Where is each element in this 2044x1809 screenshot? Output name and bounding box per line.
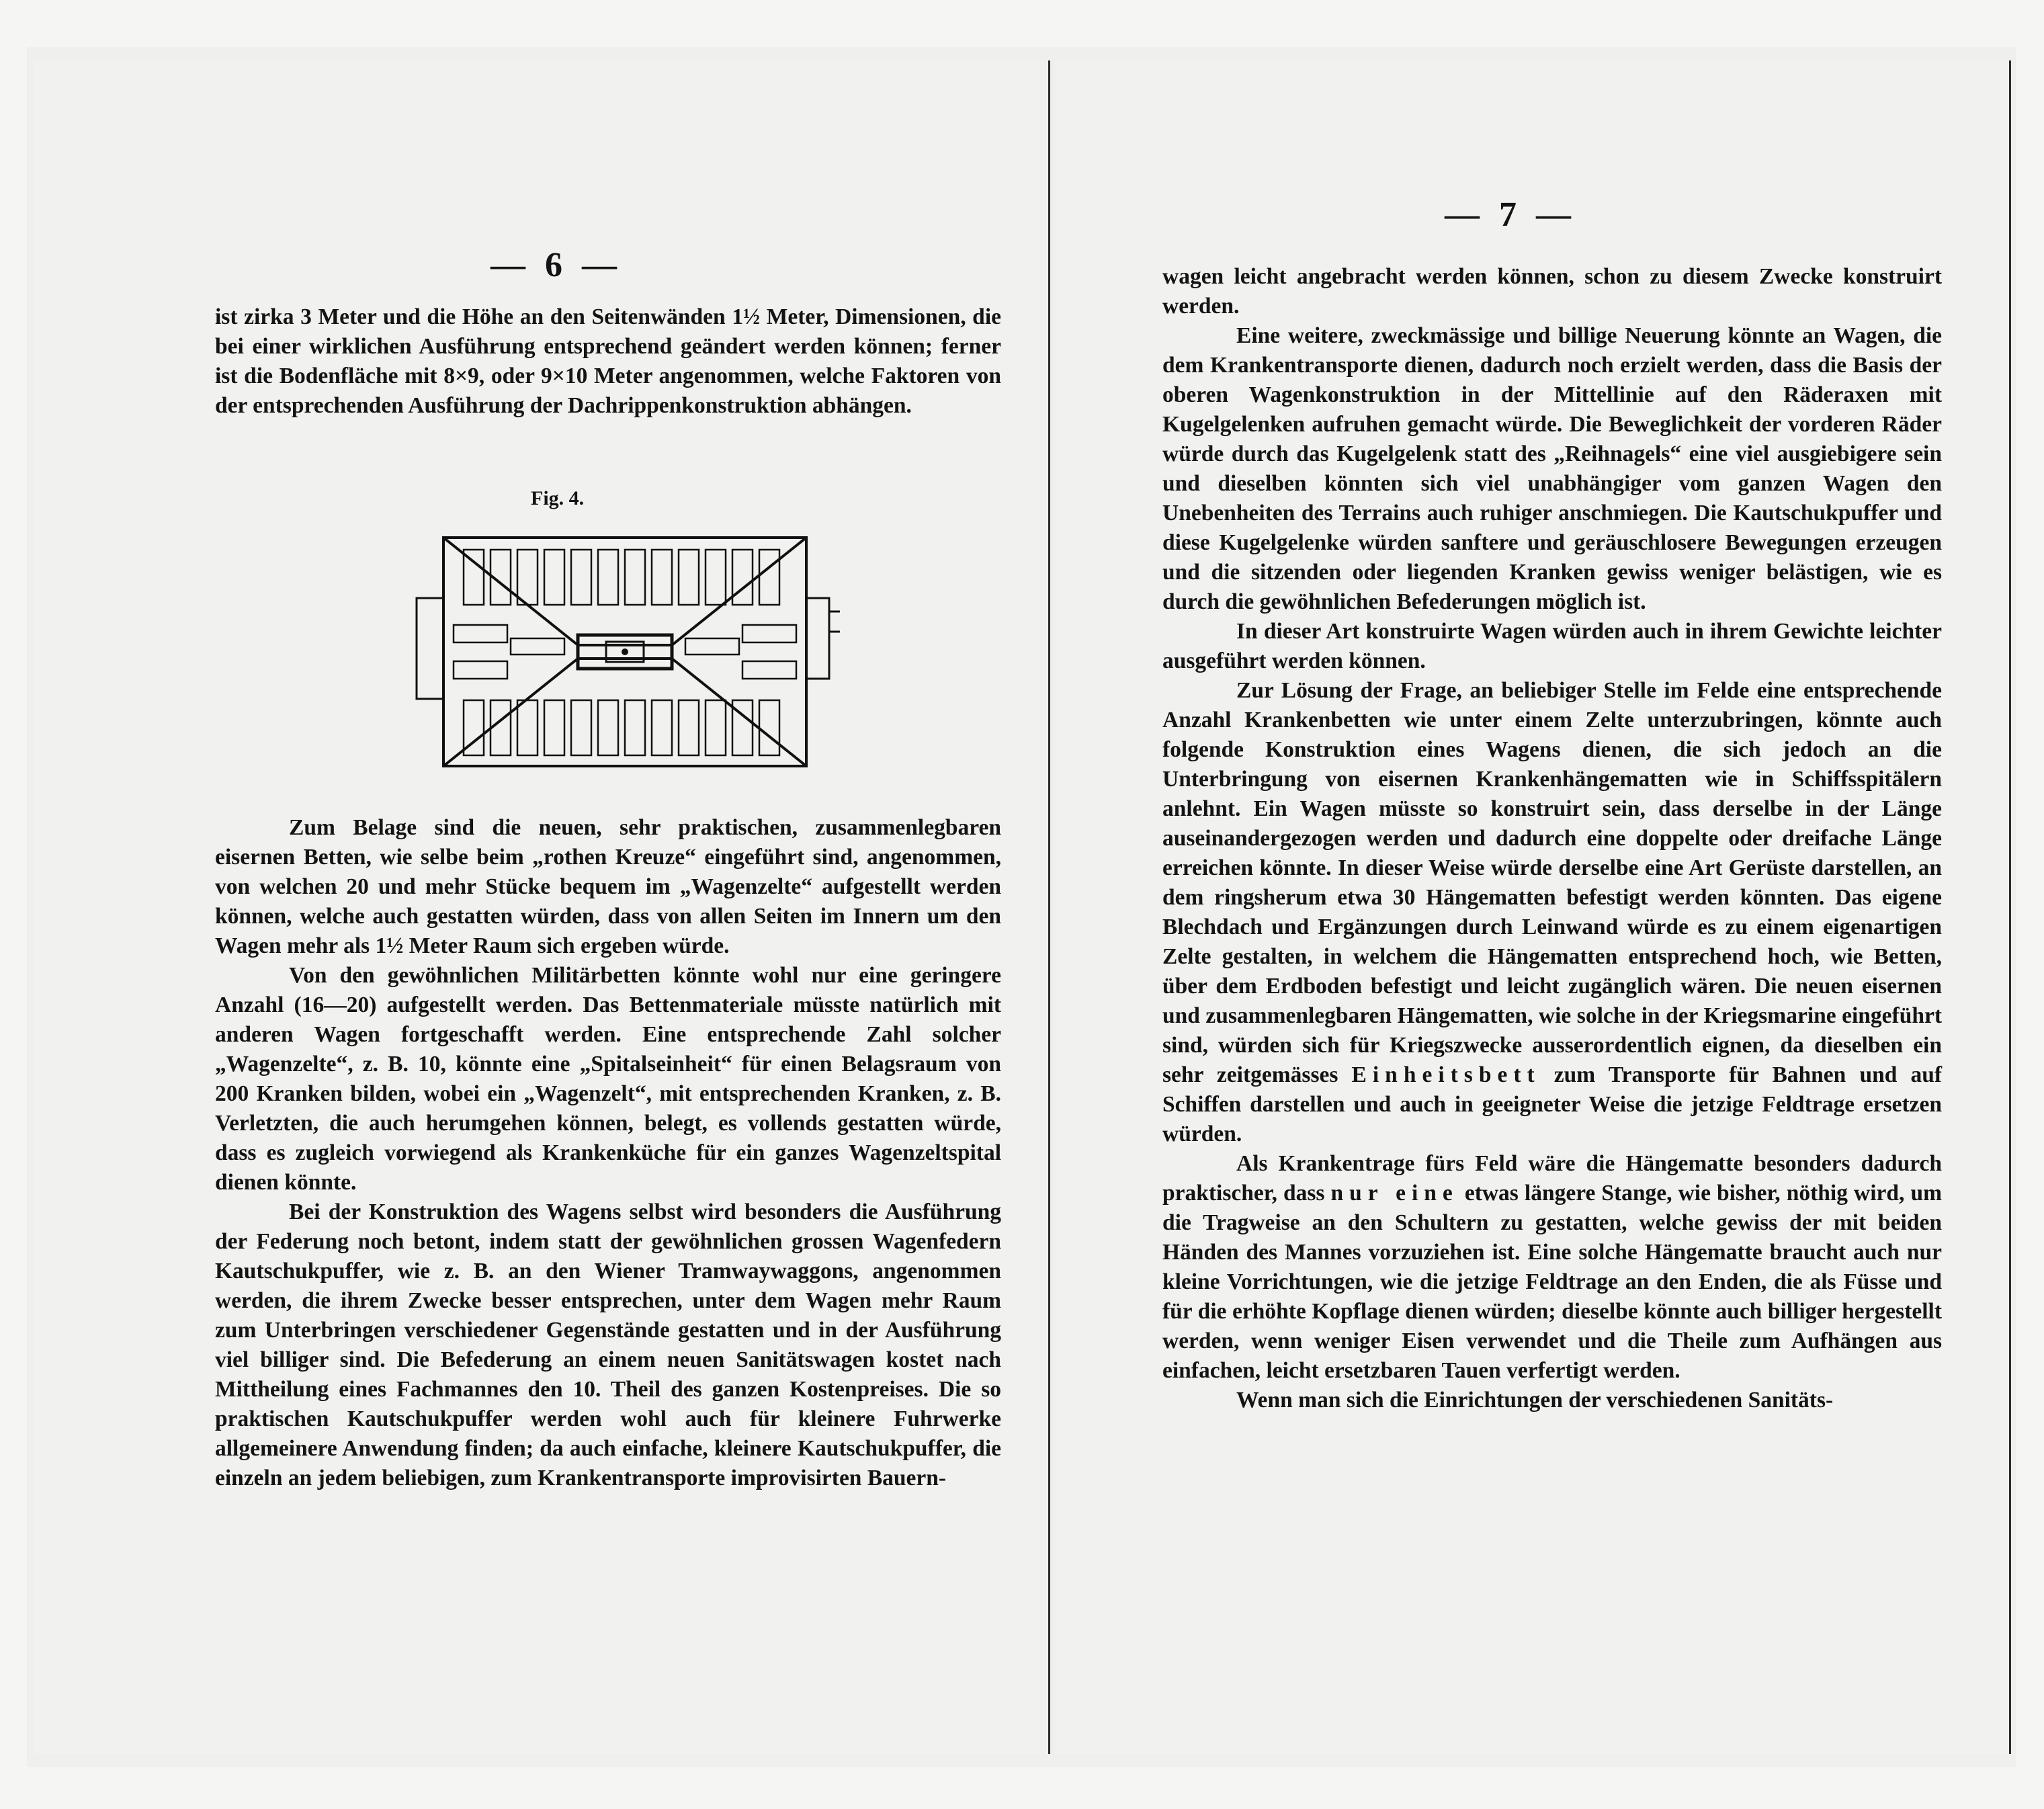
paragraph: In dieser Art konstruirte Wagen würden auch in ihrem Gewichte leichter ausgeführt werden können. (1162, 619, 1942, 673)
paragraph: Von den gewöhnlichen Militärbetten könnte wohl nur eine geringere Anzahl (16—20) aufgestellt werden. Das Bettenmateriale müsste natürlich mit anderen Wagen fortgeschafft werden. Eine entsprechende Zahl solcher „Wagenzelte“, z. B. 10, könnte eine „Spitalseinheit“ für einen Belagsraum von 200 Kranken bilden, wobei ein „Wagenzelt“, mit entsprechenden Kranken, z. B. Verletzten, die auch herumgehen können, belegt, es vollends gestatten würde, dass es zugleich vorwiegend als Krankenküche für ein ganzes Wagenzeltspital dienen könnte. (215, 963, 1001, 1195)
text-run: Als Krankentrage fürs Feld wäre die Hängematte besonders dadurch praktischer, dass (1162, 1151, 1942, 1206)
right-body-text (1162, 262, 1942, 1415)
floor-plan-figure (356, 524, 840, 780)
page-number-right: — 7 — (1445, 196, 1576, 234)
emphasized-term: nur eine (1330, 1181, 1459, 1206)
beds-bottom-row (464, 700, 779, 755)
text-run: zum Transporte für Bahnen und auf Schiffen darstellen und auch in geeigneter Weise die jetzige Feldtrage ersetzen würden. (1162, 1062, 1943, 1146)
text-run: Zur Lösung der Frage, an beliebiger Stelle im Felde eine entsprechende Anzahl Krankenbetten wie unter einem Zelte unterzubringen, könnte auch folgende Konstruktion eines Wagens dienen, die sich jedoch an die Unterbringung von eisernen Krankenhängematten wie in Schiffsspitälern anlehnt. Ein Wagen müsste so konstruirt sein, dass derselbe in der Länge auseinandergezogen werden und dadurch eine doppelte oder dreifache Länge erreichen könnte. In dieser Weise würde derselbe eine Art Gerüste darstellen, an dem ringsherum etwa 30 Hängematten befestigt werden könnten. Das eigene Blechdach und Ergänzungen durch Leinwand würde es zu einem eigenartigen Zelte gestalten, in welchem die Hängematten entsprechend hoch, wie Betten, über dem Erdboden befestigt und leicht zugänglich wären. Die neuen eisernen und zusammenlegbaren Hängematten, wie solche in der Kriegsmarine eingeführt sind, würden sich für Kriegszwecke ausserordentlich eignen, da dieselben ein sehr zeitgemässes (1162, 678, 1942, 1087)
beds-top-row (464, 550, 779, 605)
paragraph: Wenn man sich die Einrichtungen der verschiedenen Sanitäts- (1236, 1388, 1834, 1413)
roof-line (672, 538, 806, 645)
book-spread (27, 47, 2016, 1767)
text-run: etwas längere Stange, wie bisher, nöthig wird, um die Tragweise an den Schultern zu gestatten, welche gewiss der mit beiden Händen des Mannes vorzuziehen ist. Eine solche Hängematte braucht auch nur kleine Vorrichtungen, wie die jetzige Feldtrage an den Enden, die als Füsse und für die erhöhte Kopflage dienen würden; dieselbe könnte auch billiger hergestellt werden, wenn weniger Eisen verwendet und die Theile zum Aufhängen aus einfachen, leicht ersetzbaren Tauen verfertigt werden. (1162, 1181, 1943, 1383)
page-number-left: — 6 — (491, 246, 622, 284)
side-extension-right (806, 598, 829, 679)
emphasized-term: Einheitsbett (1351, 1062, 1541, 1087)
paragraph: wagen leicht angebracht werden können, schon zu diesem Zwecke konstruirt werden. (1162, 264, 1942, 319)
paragraph: Bei der Konstruktion des Wagens selbst wird besonders die Ausführung der Federung noch betont, indem statt der gewöhnlichen grossen Wagenfedern Kautschukpuffer, wie z. B. an den Wiener Tramwaywaggons, angenommen werden, die ihrem Zwecke besser entsprechen, unter dem Wagen mehr Raum zum Unterbringen verschiedener Gegenstände gestatten und in der Ausführung viel billiger sind. Die Befederung an einem neuen Sanitätswagen kostet nach Mittheilung eines Fachmannes den 10. Theil des ganzen Kostenpreises. Die so praktischen Kautschukpuffer werden wohl auch für kleinere Fuhrwerke allgemeinere Anwendung finden; da auch einfache, kleinere Kautschukpuffer, die einzeln an jedem beliebigen, zum Krankentransporte improvisirten Bauern- (215, 1200, 1001, 1490)
paragraph (1162, 676, 1942, 1149)
figure-label: Fig. 4. (531, 487, 585, 509)
center-post (622, 648, 628, 655)
left-page (34, 60, 1050, 1754)
paragraph: Eine weitere, zweckmässige und billige Neuerung könnte an Wagen, die dem Krankentransporte dienen, dadurch noch erzielt werden, dass die Basis der oberen Wagenkonstruktion in der Mittellinie auf den Räderaxen mit Kugelgelenken aufruhen gemacht würde. Die Beweglichkeit der vorderen Räder würde durch das Kugelgelenk statt des „Reihnagels“ eine viel ausgiebigere sein und dieselben könnten sich viel unabhängiger vom ganzen Wagen den Unebenheiten des Terrains auch ruhiger anschmiegen. Die Kautschukpuffer und diese Kugelgelenke würden sanftere und geräuschlosere Bewegungen erzeugen und die sitzenden oder liegenden Kranken gewiss weniger belästigen, wie es durch die gewöhnlichen Befederungen möglich ist. (1162, 323, 1942, 614)
roof-line (672, 659, 806, 766)
side-extension-left (417, 598, 443, 699)
paragraph: Zum Belage sind die neuen, sehr praktischen, zusammenlegbaren eisernen Betten, wie selbe beim „rothen Kreuze“ eingeführt sind, angenommen, von welchen 20 und mehr Stücke bequem im „Wagenzelte“ aufgestellt werden können, welche auch gestatten würden, dass von allen Seiten im Innern um den Wagen mehr als 1½ Meter Raum sich ergeben würde. (215, 815, 1001, 958)
left-intro-text (215, 302, 1001, 421)
right-page (1055, 60, 2011, 1754)
left-body-text (215, 813, 1001, 1493)
door-box (829, 612, 840, 632)
paragraph: ist zirka 3 Meter und die Höhe an den Seitenwänden 1½ Meter, Dimensionen, die bei einer wirklichen Ausführung entsprechend geändert werden können; ferner ist die Bodenfläche mit 8×9, oder 9×10 Meter angenommen, welche Faktoren von der entsprechenden Ausführung der Dachrippenkonstruktion abhängen. (215, 304, 1001, 418)
paragraph (1162, 1149, 1942, 1386)
